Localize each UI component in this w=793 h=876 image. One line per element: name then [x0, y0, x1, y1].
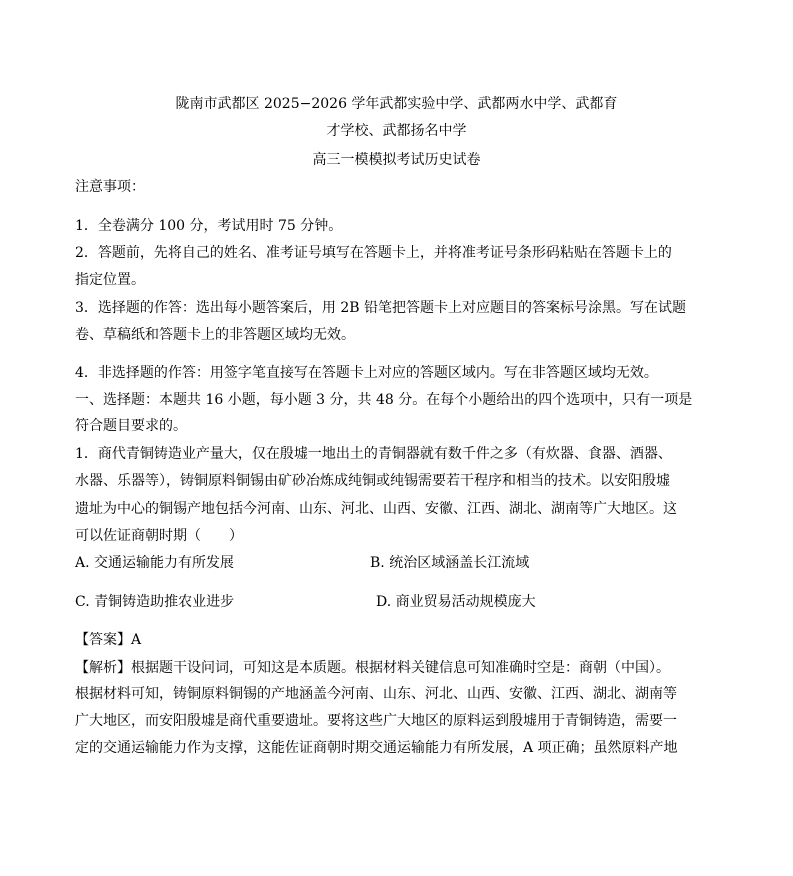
- notice-item-3-line-2: 卷、草稿纸和答题卡上的非答题区域均无效。: [75, 327, 355, 343]
- section-heading-line-1: 一、选择题：本题共 16 小题，每小题 3 分，共 48 分。在每个小题给出的四个选项中，只有一项是: [75, 392, 693, 408]
- notice-item-1: 1．全卷满分 100 分，考试用时 75 分钟。: [75, 218, 343, 234]
- answer-label: 【答案】A: [75, 632, 142, 648]
- option-d: D. 商业贸易活动规模庞大: [376, 594, 536, 610]
- notice-item-2-line-1: 2．答题前，先将自己的姓名、准考证号填写在答题卡上，并将准考证号条形码粘贴在答题卡上的: [75, 245, 672, 261]
- notice-item-2-line-2: 指定位置。: [75, 272, 145, 288]
- analysis-line-4: 定的交通运输能力作为支撑，这能佐证商朝时期交通运输能力有所发展，A 项正确；虽然原料产地: [75, 740, 678, 756]
- analysis-line-3: 广大地区，而安阳殷墟是商代重要遗址。要将这些广大地区的原料运到殷墟用于青铜铸造，需要一: [75, 713, 677, 729]
- question-1-line-4: 可以佐证商朝时期（ ）: [75, 528, 243, 544]
- notice-item-3-line-1: 3．选择题的作答：选出每小题答案后，用 2B 铅笔把答题卡上对应题目的答案标号涂黑。写在试题: [75, 300, 687, 316]
- page-title-line-1: 陇南市武都区 2025−2026 学年武都实验中学、武都两水中学、武都育: [175, 96, 618, 112]
- question-1-line-3: 遗址为中心的铜锡产地包括今河南、山东、河北、山西、安徽、江西、湖北、湖南等广大地区。这: [75, 501, 677, 517]
- page-title-line-2: 才学校、武都扬名中学: [326, 123, 467, 139]
- section-heading-line-2: 符合题目要求的。: [75, 418, 187, 434]
- question-1-line-2: 水器、乐器等），铸铜原料铜锡由矿砂冶炼成纯铜或纯锡需要若干程序和相当的技术。以安阳殷墟: [75, 473, 670, 489]
- analysis-line-2: 根据材料可知，铸铜原料铜锡的产地涵盖今河南、山东、河北、山西、安徽、江西、湖北、湖南等: [75, 686, 677, 702]
- analysis-line-1: 【解析】根据题干设问词，可知这是本质题。根据材料关键信息可知准确时空是：商朝（中国）。: [75, 660, 670, 676]
- notice-heading: 注意事项：: [75, 179, 145, 195]
- option-a: A. 交通运输能力有所发展: [75, 555, 235, 571]
- notice-item-4: 4．非选择题的作答：用签字笔直接写在答题卡上对应的答题区域内。写在非答题区域均无效。: [75, 365, 658, 381]
- option-b: B. 统治区域涵盖长江流域: [370, 555, 530, 571]
- page-title-line-3: 高三一模模拟考试历史试卷: [312, 152, 481, 168]
- option-c: C. 青铜铸造助推农业进步: [75, 594, 235, 610]
- question-1-line-1: 1．商代青铜铸造业产量大，仅在殷墟一地出土的青铜器就有数千件之多（有炊器、食器、酒器、: [75, 446, 672, 462]
